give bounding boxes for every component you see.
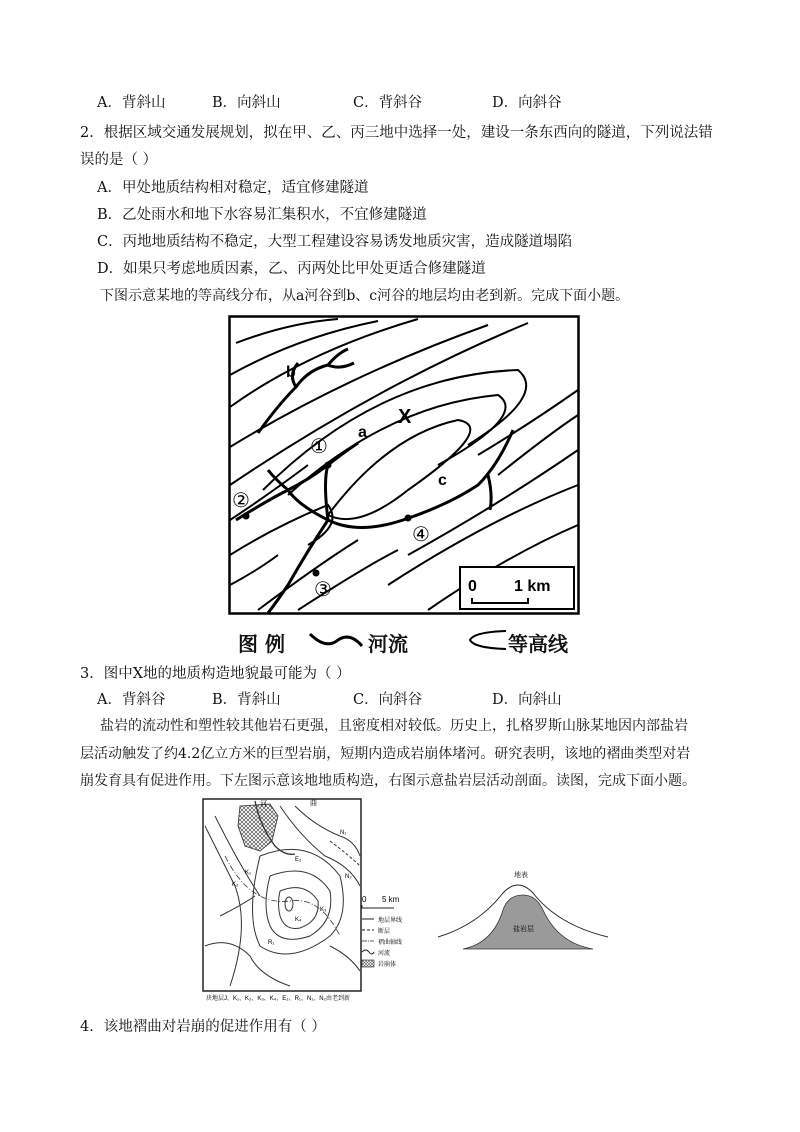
geo-legend-boundary: 地层界线: [378, 918, 403, 924]
label-point-3: ③: [314, 579, 332, 601]
map-legend: [232, 622, 582, 656]
scale-km: 1 km: [514, 578, 551, 595]
q3-option-b: B．背斜山: [212, 692, 281, 708]
q1-option-a: A．背斜山: [97, 95, 166, 111]
salt-section: [438, 865, 608, 950]
label-b: b: [286, 364, 296, 381]
label-point-2: ②: [232, 490, 250, 512]
q2-option-d: D．如果只考虑地质因素，乙、丙两处比甲处更适合修建隧道: [97, 261, 486, 277]
q1-option-c: C．背斜谷: [353, 95, 423, 111]
section-salt-label: 盐岩层: [513, 926, 534, 933]
geo-legend-river: 河流: [378, 951, 391, 957]
geo-label-k1: K₁: [245, 870, 252, 876]
geo-legend-landslide: 岩崩体: [378, 962, 397, 968]
geology-map: [200, 796, 375, 1008]
label-point-4: ④: [412, 524, 430, 546]
geology-legend: [360, 895, 430, 980]
scale-zero: 0: [468, 578, 477, 595]
river-legend-icon: [308, 630, 364, 652]
geo-label-n2: N₂: [345, 874, 352, 880]
q3-option-c: C．向斜谷: [353, 692, 423, 708]
q2-stem-line1: 2．根据区域交通发展规划，拟在甲、乙、丙三地中选择一处，建设一条东西向的隧道，下列说法错: [80, 125, 713, 141]
geo-label-r1: R₁: [268, 940, 275, 946]
geo-label-river2: 曲: [310, 800, 317, 807]
label-a: a: [358, 424, 367, 441]
legend-river-label: 河流: [368, 632, 408, 656]
contour-map: [228, 315, 580, 615]
intro-salt-line1: 盐岩的流动性和塑性较其他岩石更强，且密度相对较低。历史上，扎格罗斯山脉某地因内部盐岩: [100, 718, 688, 734]
geo-scale-km: 5 km: [382, 895, 400, 904]
geo-label-river: 河: [260, 801, 267, 808]
q1-option-d: D．向斜谷: [492, 95, 562, 111]
q2-option-b: B．乙处雨水和地下水容易汇集积水，不宜修建隧道: [97, 207, 427, 223]
contour-legend-icon: [464, 628, 508, 652]
section-surface-label: 地表: [514, 872, 528, 879]
intro-contour-map: 下图示意某地的等高线分布，从a河谷到b、c河谷的地层均由老到新。完成下面小题。: [100, 288, 630, 304]
intro-salt-line3: 崩发育具有促进作用。下左图示意该地地质构造，右图示意盐岩层活动剖面。读图，完成下面小题。: [80, 773, 696, 789]
q4-stem: 4．该地褶曲对岩崩的促进作用有（ ）: [80, 1019, 326, 1035]
q2-stem-line2: 误的是（ ）: [80, 152, 158, 168]
geo-map-caption: 块地层J、K₁、K₂、K₃、K₄、E₂、R₁、N₁、N₂由老到新: [206, 996, 350, 1002]
q2-option-c: C．丙地地质结构不稳定，大型工程建设容易诱发地质灾害，造成隧道塌陷: [97, 234, 573, 250]
label-x: X: [398, 406, 412, 428]
label-c: c: [438, 472, 447, 489]
geo-label-k4: K₄: [295, 917, 302, 923]
geo-legend-fault: 断层: [378, 929, 391, 935]
geo-label-k2: K₂: [232, 882, 239, 888]
geo-scale-zero: 0: [362, 895, 367, 904]
q3-stem: 3．图中X地的地质构造地貌最可能为（ ）: [80, 666, 351, 682]
geo-legend-fold-axis: 褶曲轴线: [378, 940, 403, 946]
salt-layer: [463, 895, 593, 949]
geo-label-e2: E₂: [295, 857, 302, 863]
q2-option-a: A．甲处地质结构相对稳定，适宜修建隧道: [97, 180, 369, 196]
q3-option-d: D．向斜山: [492, 692, 562, 708]
q1-option-b: B．向斜山: [212, 95, 281, 111]
intro-salt-line2: 层活动触发了约4.2亿立方米的巨型岩崩，短期内造成岩崩体堵河。研究表明，该地的褶曲类型对岩: [80, 746, 691, 762]
label-point-1: ①: [310, 436, 328, 458]
geo-label-n1: N₁: [340, 830, 347, 836]
q3-option-a: A．背斜谷: [97, 692, 166, 708]
legend-title: 图 例: [238, 632, 285, 656]
legend-contour-label: 等高线: [508, 632, 568, 656]
geo-label-k3: K₃: [320, 907, 327, 913]
